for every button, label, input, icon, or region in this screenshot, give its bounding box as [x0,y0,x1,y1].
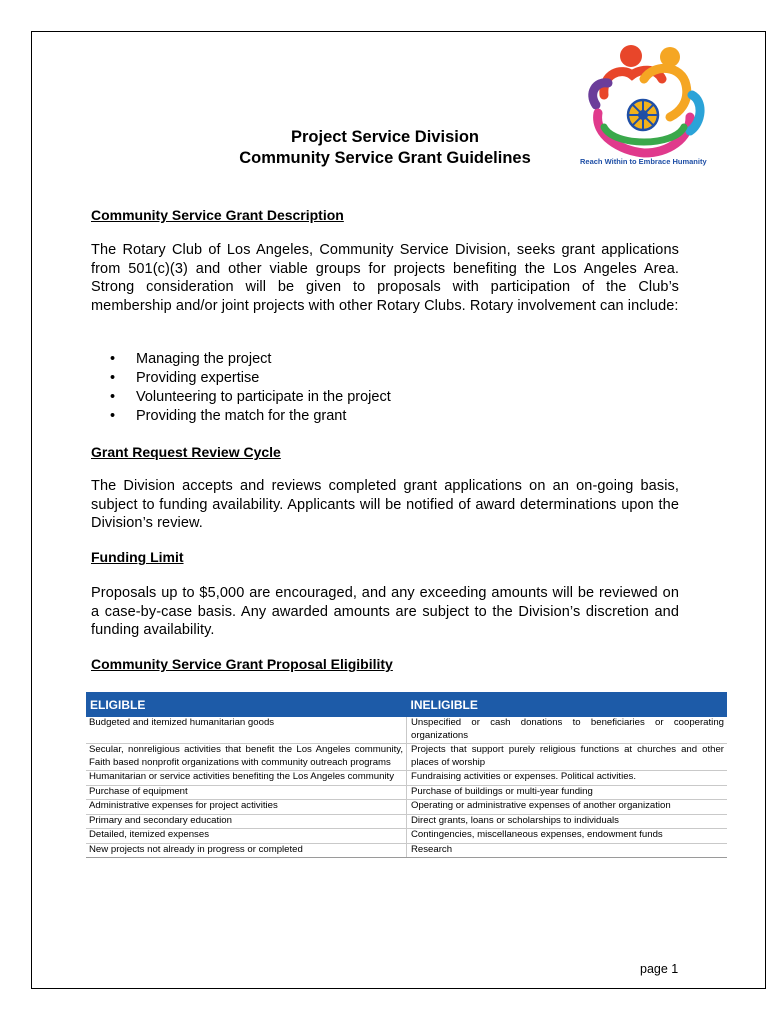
description-heading: Community Service Grant Description [91,207,344,223]
table-row [86,744,727,771]
table-row [86,785,727,800]
review-body: The Division accepts and reviews completed grant applications on an on-going basis, subject to funding availability. Applicants will be notified of award determinations upon the Division’s review. [91,478,679,532]
list-item-text: Providing expertise [136,370,260,386]
table-row [86,814,727,829]
logo-tagline: Reach Within to Embrace Humanity [580,157,707,166]
list-item-text: Providing the match for the grant [136,408,347,424]
eligible-cell: Budgeted and itemized humanitarian goods [86,717,407,744]
list-item: • Providing expertise [110,370,260,386]
ineligible-cell: Contingencies, miscellaneous expenses, endowment funds [407,829,728,844]
list-item: • Providing the match for the grant [110,408,347,424]
ineligible-cell: Research [407,843,728,858]
ineligible-cell: Direct grants, loans or scholarships to individuals [407,814,728,829]
rotary-logo [574,43,714,173]
eligibility-heading: Community Service Grant Proposal Eligibility [91,656,393,672]
table-row [86,829,727,844]
eligible-cell: Humanitarian or service activities benefiting the Los Angeles community [86,771,407,786]
table-row [86,771,727,786]
eligible-cell: Administrative expenses for project activities [86,800,407,815]
ineligible-cell: Unspecified or cash donations to beneficiaries or cooperating organizations [407,717,728,744]
table-row [86,717,727,744]
eligible-cell: Primary and secondary education [86,814,407,829]
funding-heading: Funding Limit [91,549,184,565]
table-header-row [86,693,727,718]
list-item: • Managing the project [110,351,272,367]
page-title [190,127,580,169]
ineligible-cell: Fundraising activities or expenses. Political activities. [407,771,728,786]
table-row [86,843,727,858]
description-body: The Rotary Club of Los Angeles, Community Service Division, seeks grant applications from 501(c)(3) and other viable groups for projects benefiting the Los Angeles Area. Strong consideration will be given to proposals with participation of the Club’s membership and/or joint projects with other Rotary Clubs. Rotary involvement can include: [91,242,679,315]
table-row [86,800,727,815]
eligible-cell: New projects not already in progress or completed [86,843,407,858]
eligible-cell: Detailed, itemized expenses [86,829,407,844]
ineligible-cell: Projects that support purely religious functions at churches and other places of worship [407,744,728,771]
review-heading: Grant Request Review Cycle [91,444,281,460]
title-line-1: Project Service Division [290,128,479,146]
ineligible-cell: Purchase of buildings or multi-year funding [407,785,728,800]
list-item: • Volunteering to participate in the project [110,389,391,405]
eligibility-table [86,692,727,858]
page-number: page 1 [640,962,679,976]
funding-body: Proposals up to $5,000 are encouraged, and any exceeding amounts will be reviewed on a case-by-case basis. Any awarded amounts are subject to the Division’s discretion and funding availability. [91,585,679,639]
title-line-2: Community Service Grant Guidelines [239,149,531,167]
eligible-cell: Secular, nonreligious activities that benefit the Los Angeles community, Faith based nonprofit organizations with community outreach programs [86,744,407,771]
list-item-text: Managing the project [136,351,272,367]
involvement-list [110,350,391,426]
ineligible-column-header: INELIGIBLE [407,693,728,718]
eligible-column-header: ELIGIBLE [86,693,407,718]
eligible-cell: Purchase of equipment [86,785,407,800]
list-item-text: Volunteering to participate in the project [136,389,391,405]
ineligible-cell: Operating or administrative expenses of another organization [407,800,728,815]
